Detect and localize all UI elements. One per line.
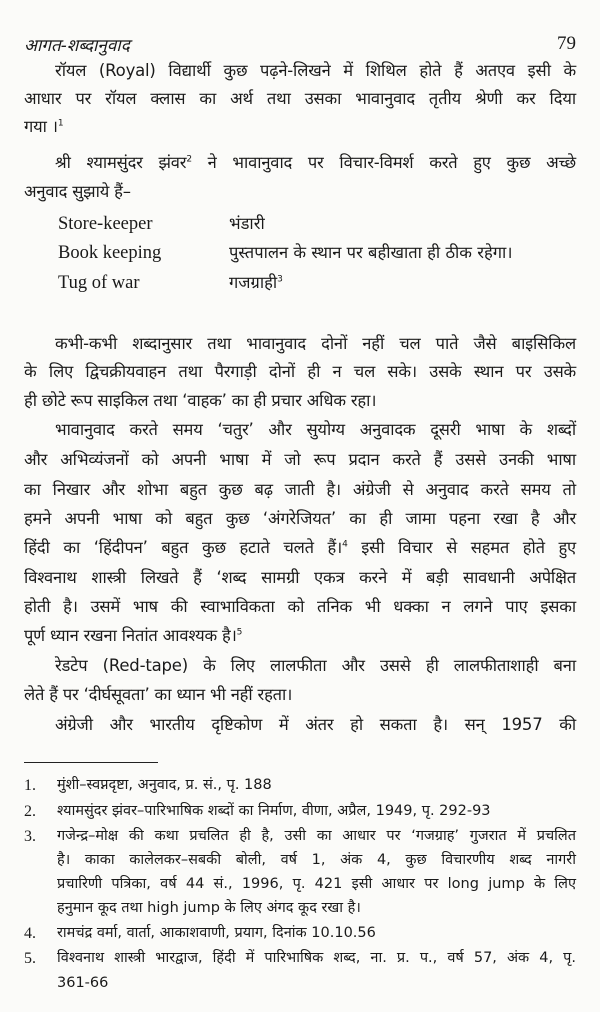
page-number: 79 [557, 33, 576, 54]
footnote-3-line: है। काका कालेलकर–सबकी बोली, वर्ष 1, अंक 4, कुछ विचारणीय शब्द नागरी [57, 852, 576, 868]
paragraph-line: गया ।$^1$ [24, 117, 64, 136]
paragraph-line: ही छोटे रूप साइकिल तथा ‘वाहक’ का ही प्रचार अधिक रहा। [24, 391, 377, 410]
paragraph-line: लेते हैं पर ‘दीर्घसूवता’ का ध्यान भी नहीं रहता। [24, 685, 293, 704]
paragraph-line: अनुवाद सुझाये हैं– [24, 182, 131, 201]
footnote-ref: 5 [236, 627, 243, 638]
paragraph-line: हिंदी का ‘हिंदीपन’ बहुत कुछ हटाते चलते हैं।$^4$ इसी विचार से सहमत होते हुए [24, 538, 576, 557]
footnote-ref: 1 [57, 118, 64, 129]
term-hindi: पुस्तपालन के स्थान पर बहीखाता ही ठीक रहेगा। [229, 243, 513, 262]
footnote-ref: 2 [186, 154, 192, 165]
paragraph-line: रेडटेप (Red-tape) के लिए लालफीता और उससे ही लालफीताशाही बना [55, 656, 576, 675]
footnote-ref: 3 [277, 274, 283, 285]
paragraph-line: विश्वनाथ शास्त्री लिखते हैं ‘शब्द सामग्री एकत्र करने में बड़ी सावधानी अपेक्षित [24, 568, 576, 587]
paragraph-line: भावानुवाद करते समय ‘चतुर’ और सुयोग्य अनुवादक दूसरी भाषा के शब्दों [55, 420, 576, 439]
footnote-3-line: प्रचारिणी पत्रिका, वर्ष 44 सं., 1996, पृ. 421 इसी आधार पर long jump के लिए [57, 876, 576, 892]
footnote-separator [24, 762, 158, 763]
paragraph-line: आधार पर रॉयल क्लास का अर्थ तथा उसका भावानुवाद तृतीय श्रेणी कर दिया [24, 89, 576, 108]
paragraph-line: का निखार और शोभा बहुत कुछ बढ़ जाती है। अंग्रेजी से अनुवाद करते समय तो [24, 480, 576, 499]
book-page: आगत-शब्दानुवाद 79 रॉयल (Royal) विद्यार्थी कुछ पढ़ने-लिखने में शिथिल होते हैं अतएव इसी के आधार पर रॉयल क्लास का अर्थ तथा उसका भावानुवाद तृतीय श्रेणी कर दिया गया ।$^1$ श्री श्यामसुंदर झंवर$^2$ ने भावानुवाद पर विचार-विमर्श करते हुए कुछ अच्छे अनुवाद सुझाये हैं– Store-keeper भंडारी Book keeping पुस्तपालन के स्थान पर बहीखाता ही ठीक रहेगा। Tug of war गजग्राही$^3$ कभी-कभी शब्दानुसार तथा भावानुवाद दोनों नहीं चल पाते जैसे बाइसिकिल के लिए द्विचक्रीयवाहन तथा पैरगाड़ी दोनों ही न चल सके। उसके स्थान पर उसके ही छोटे रूप साइकिल तथा ‘वाहक’ का ही प्रचार अधिक रहा। भावानुवाद करते समय ‘चतुर’ और सुयोग्य अनुवादक दूसरी भाषा के शब्दों और अभिव्यंजनों को अपनी भाषा में जो रूप प्रदान करते हैं उससे उनकी भाषा का निखार और शोभा बहुत कुछ बढ़ जाती है। अंग्रेजी से अनुवाद करते समय तो हमने अपनी भाषा को बहुत कुछ ‘अंगरेजियत’ का ही जामा पहना रखा है और हिंदी का ‘हिंदीपन’ बहुत कुछ हटाते चलते हैं।$^4$ इसी विचार से सहमत होते हुए विश्वनाथ शास्त्री लिखते हैं ‘शब्द सामग्री एकत्र करने में बड़ी सावधानी अपेक्षित होती है। उसमें भाष की स्वाभाविकता को तनिक भी धक्का न लगने पाए इसका पूर्ण ध्यान रखना नितांत आवश्यक है।$^5$ रेडटेप (Red-tape) के लिए लालफीता और उससे ही लालफीताशाही बना लेते हैं पर ‘दीर्घसूवता’ का ध्यान भी नहीं रहता। अंग्रेजी और भारतीय दृष्टिकोण में अंतर हो सकता है। सन् 1957 की 1. मुंशी–स्वप्नदृष्टा, अनुवाद, प्र. सं., पृ. 188 2. श्यामसुंदर झंवर–पारिभाषिक शब्दों का निर्माण, वीणा, अप्रैल, 1949, पृ. 292-93 3. गजेन्द्र–मोक्ष की कथा प्रचलित ही है, उसी का आधार पर ‘गजग्राह’ गुजरात में प्रचलित है। काका कालेलकर–सबकी बोली, वर्ष 1, अंक 4, कुछ विचारणीय शब्द नागरी प्रचारिणी पत्रिका, वर्ष 44 सं., 1996, पृ. 421 इसी आधार पर long jump के लिए हनुमान कूद तथा high jump के लिए अंगद कूद रखा है। 4. रामचंद्र वर्मा, वार्ता, आकाशवाणी, प्रयाग, दिनांक 10.10.56 5. विश्वनाथ शास्त्री भारद्वाज, हिंदी में पारिभाषिक शब्द, ना. प्र. प., वर्ष 57, अंक 4, पृ. 361-66 [0, 0, 600, 1012]
paragraph-line: होती है। उसमें भाष की स्वाभाविकता को तनिक भी धक्का न लगने पाए इसका [24, 597, 576, 616]
paragraph-line: रॉयल (Royal) विद्यार्थी कुछ पढ़ने-लिखने में शिथिल होते हैं अतएव इसी के [55, 61, 576, 80]
paragraph-line: और अभिव्यंजनों को अपनी भाषा में जो रूप प्रदान करते हैं उससे उनकी भाषा [24, 450, 576, 469]
term-english: Book keeping [58, 243, 162, 263]
footnote-5-line: 361-66 [57, 975, 109, 991]
page-header [24, 33, 576, 61]
paragraph-line: पूर्ण ध्यान रखना नितांत आवश्यक है।$^5$ [24, 626, 243, 645]
paragraph-line: हमने अपनी भाषा को बहुत कुछ ‘अंगरेजियत’ का ही जामा पहना रखा है और [24, 509, 576, 528]
running-head: आगत-शब्दानुवाद [24, 36, 130, 56]
paragraph-line: श्री श्यामसुंदर झंवर$^2$ ने भावानुवाद पर विचार-विमर्श करते हुए कुछ अच्छे [55, 153, 576, 172]
paragraph-line: अंग्रेजी और भारतीय दृष्टिकोण में अंतर हो सकता है। सन् 1957 की [55, 715, 576, 734]
paragraph-line: कभी-कभी शब्दानुसार तथा भावानुवाद दोनों नहीं चल पाते जैसे बाइसिकिल [55, 334, 576, 353]
paragraph-line: के लिए द्विचक्रीयवाहन तथा पैरगाड़ी दोनों ही न चल सके। उसके स्थान पर उसके [24, 362, 576, 381]
term-english: Tug of war [58, 273, 140, 293]
footnote-3-line: हनुमान कूद तथा high jump के लिए अंगद कूद रखा है। [57, 900, 361, 916]
term-hindi: भंडारी [229, 214, 265, 233]
footnote-ref: 4 [342, 539, 348, 550]
term-hindi: गजग्राही$^3$ [229, 273, 283, 292]
term-english: Store-keeper [58, 214, 153, 234]
